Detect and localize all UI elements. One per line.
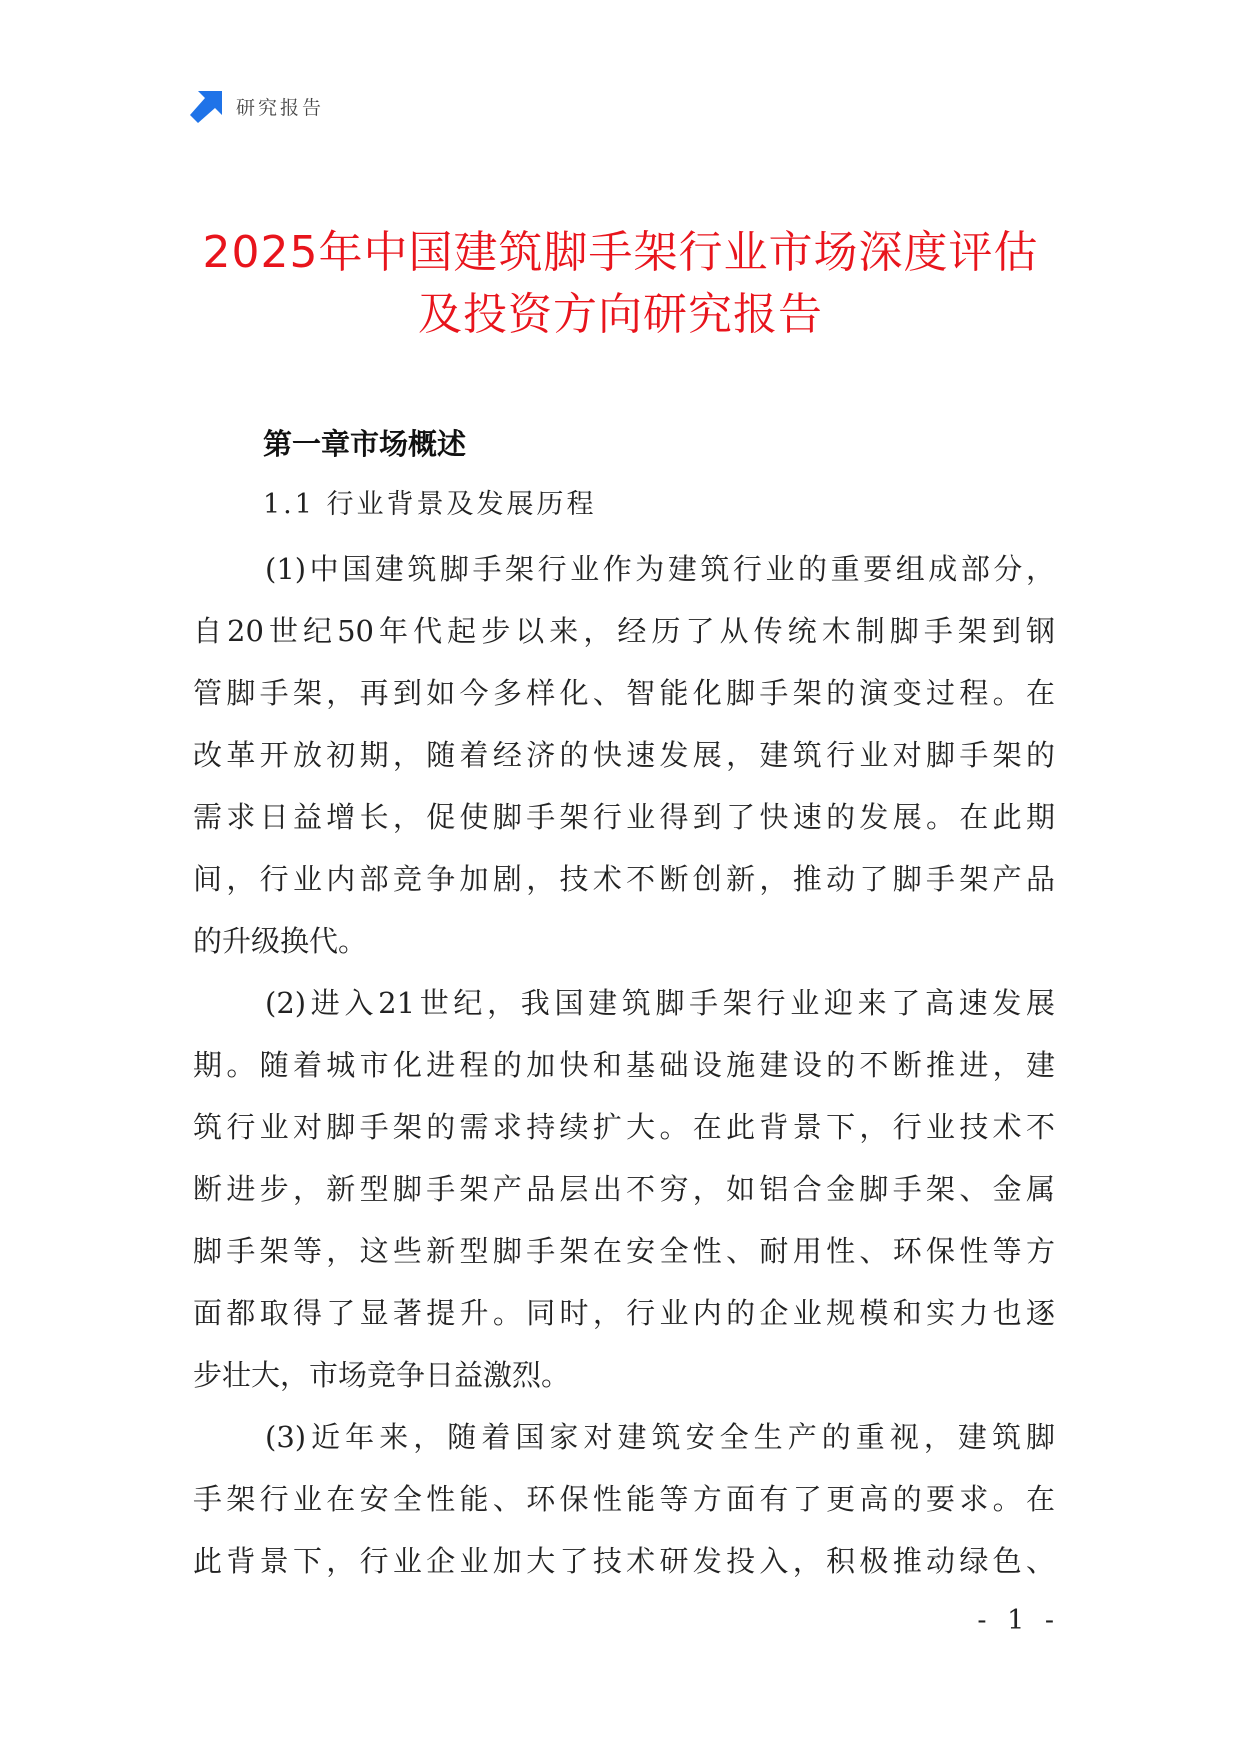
paragraph-line: (3)近年来，随着国家对建筑安全生产的重视，建筑脚: [265, 1420, 1055, 1454]
chapter-heading: 第一章市场概述: [263, 427, 467, 461]
paragraph-1: [193, 538, 1055, 972]
paragraph-line: 此背景下，行业企业加大了技术研发投入，积极推动绿色、: [193, 1544, 1055, 1578]
paragraph-line: 面都取得了显著提升。同时，行业内的企业规模和实力也逐: [193, 1296, 1055, 1330]
paragraph-line: 改革开放初期，随着经济的快速发展，建筑行业对脚手架的: [193, 738, 1055, 772]
paragraph-line: (2)进入21世纪，我国建筑脚手架行业迎来了高速发展: [265, 986, 1055, 1020]
paragraph-line: 脚手架等，这些新型脚手架在安全性、耐用性、环保性等方: [193, 1234, 1055, 1268]
paragraph-line: 的升级换代。: [193, 924, 368, 958]
body-text: [193, 538, 1055, 1592]
report-title: [150, 222, 1091, 346]
report-header: [190, 88, 324, 124]
paragraph-3: [193, 1406, 1055, 1592]
page-number: - 1 -: [977, 1605, 1060, 1636]
title-line-2: 及投资方向研究报告: [418, 289, 823, 340]
paragraph-line: 断进步，新型脚手架产品层出不穷，如铝合金脚手架、金属: [193, 1172, 1055, 1206]
paragraph-line: 需求日益增长，促使脚手架行业得到了快速的发展。在此期: [193, 800, 1055, 834]
paragraph-line: 步壮大，市场竞争日益激烈。: [193, 1358, 571, 1392]
title-line-1: 2025年中国建筑脚手架行业市场深度评估: [202, 227, 1039, 278]
paragraph-line: 筑行业对脚手架的需求持续扩大。在此背景下，行业技术不: [193, 1110, 1055, 1144]
section-heading: 1.1 行业背景及发展历程: [263, 489, 597, 520]
paragraph-line: (1)中国建筑脚手架行业作为建筑行业的重要组成部分，: [265, 552, 1055, 586]
paragraph-line: 管脚手架，再到如今多样化、智能化脚手架的演变过程。在: [193, 676, 1055, 710]
header-label: 研究报告: [236, 96, 325, 119]
paragraph-line: 自20世纪50年代起步以来，经历了从传统木制脚手架到钢: [193, 614, 1055, 648]
paragraph-2: [193, 972, 1055, 1406]
arrow-up-right-icon: [190, 89, 224, 123]
paragraph-line: 间，行业内部竞争加剧，技术不断创新，推动了脚手架产品: [193, 862, 1055, 896]
paragraph-line: 期。随着城市化进程的加快和基础设施建设的不断推进，建: [193, 1048, 1055, 1082]
paragraph-line: 手架行业在安全性能、环保性能等方面有了更高的要求。在: [193, 1482, 1055, 1516]
